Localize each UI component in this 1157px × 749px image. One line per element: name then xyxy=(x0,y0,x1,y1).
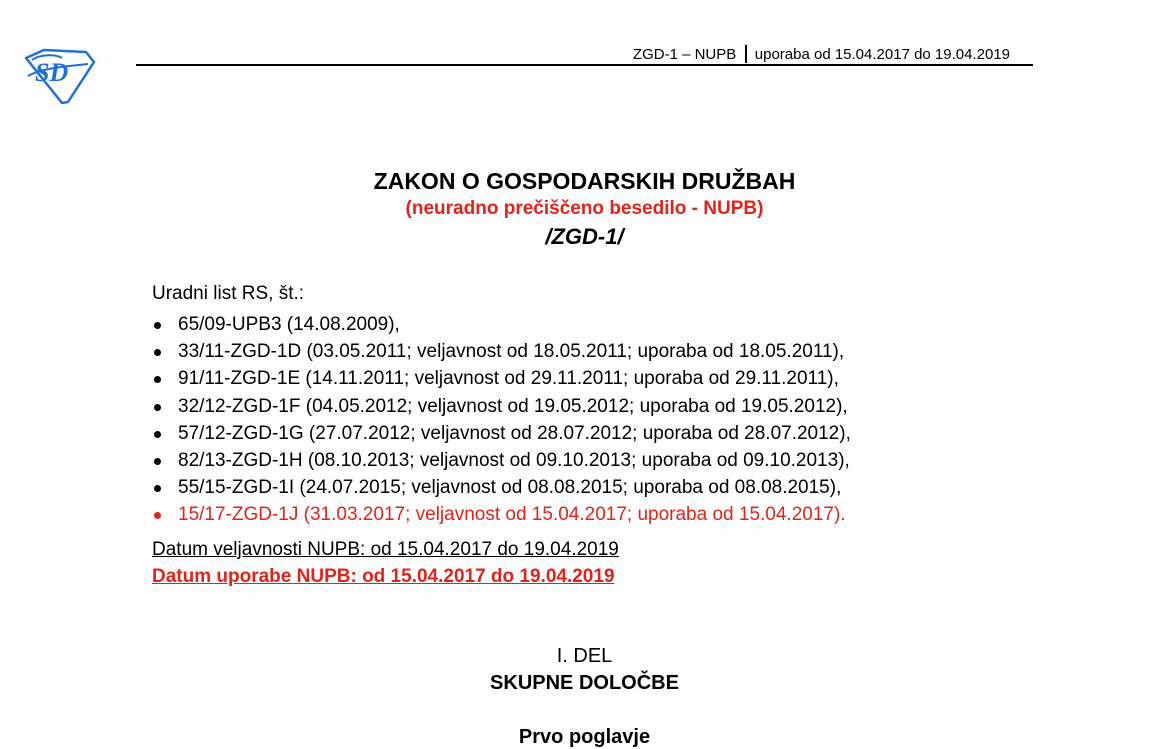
gazette-label: Uradni list RS, št.: xyxy=(152,283,305,304)
bullet-icon xyxy=(154,485,161,492)
sd-shield-logo-icon xyxy=(22,48,96,104)
part-title: SKUPNE DOLOČBE xyxy=(490,672,679,694)
usage-date: Datum uporabe NUPB: od 15.04.2017 do 19.04.2019 xyxy=(152,566,615,587)
bullet-icon xyxy=(154,431,161,438)
bullet-icon xyxy=(154,349,161,356)
gazette-item: 32/12-ZGD-1F (04.05.2012; veljavnost od 19.05.2012; uporaba od 19.05.2012), xyxy=(152,393,851,420)
validity-date: Datum veljavnosti NUPB: od 15.04.2017 do 19.04.2019 xyxy=(152,539,619,560)
gazette-list xyxy=(152,311,851,529)
bullet-icon xyxy=(154,404,161,411)
law-abbreviation: /ZGD-1/ xyxy=(545,224,624,249)
bullet-icon xyxy=(154,458,161,465)
header-separator xyxy=(745,45,747,63)
bullet-icon xyxy=(154,376,161,383)
running-header xyxy=(540,45,1010,63)
gazette-item: 55/15-ZGD-1I (24.07.2015; veljavnost od 08.08.2015; uporaba od 08.08.2015), xyxy=(152,474,851,501)
law-title: ZAKON O GOSPODARSKIH DRUŽBAH xyxy=(373,168,796,194)
gazette-item: 91/11-ZGD-1E (14.11.2011; veljavnost od 29.11.2011; uporaba od 29.11.2011), xyxy=(152,365,851,392)
gazette-item: 82/13-ZGD-1H (08.10.2013; veljavnost od 09.10.2013; uporaba od 09.10.2013), xyxy=(152,447,851,474)
bullet-icon xyxy=(154,512,161,519)
law-subtitle: (neuradno prečiščeno besedilo - NUPB) xyxy=(405,198,764,219)
header-rule xyxy=(136,64,1033,66)
bullet-icon xyxy=(154,322,161,329)
gazette-item: 65/09-UPB3 (14.08.2009), xyxy=(152,311,851,338)
part-number: I. DEL xyxy=(556,645,613,667)
chapter-title: Prvo poglavje xyxy=(518,726,651,748)
header-usage-period: uporaba od 15.04.2017 do 19.04.2019 xyxy=(754,46,1010,63)
gazette-item: 33/11-ZGD-1D (03.05.2011; veljavnost od 18.05.2011; uporaba od 18.05.2011), xyxy=(152,338,851,365)
gazette-item: 57/12-ZGD-1G (27.07.2012; veljavnost od 28.07.2012; uporaba od 28.07.2012), xyxy=(152,420,851,447)
header-doc-code: ZGD-1 – NUPB xyxy=(632,46,737,63)
svg-text:SD: SD xyxy=(35,58,69,87)
gazette-item-latest: 15/17-ZGD-1J (31.03.2017; veljavnost od 15.04.2017; uporaba od 15.04.2017). xyxy=(152,501,851,528)
